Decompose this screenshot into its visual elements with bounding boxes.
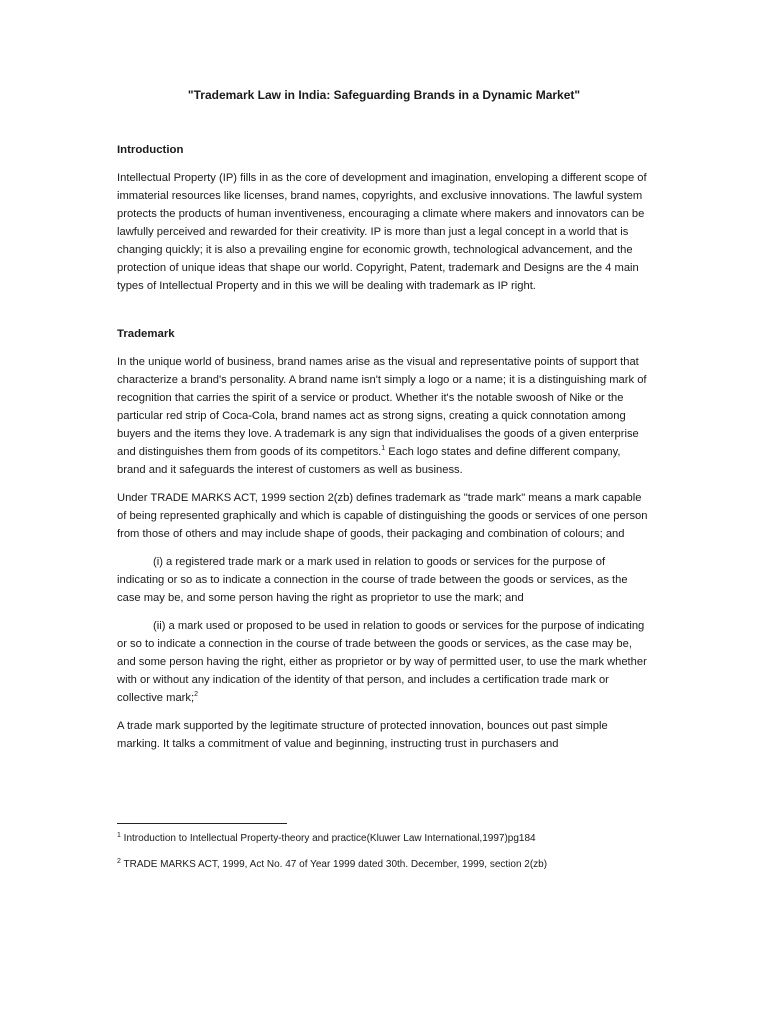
section-heading-introduction: Introduction: [117, 144, 184, 156]
trademark-paragraph-1: [117, 353, 651, 479]
footnote-text: Introduction to Intellectual Property-theory and practice(Kluwer Law International,1997)pg184: [120, 833, 536, 844]
footnotes: [117, 832, 651, 872]
footnote-separator: [117, 823, 287, 824]
paragraph-text: In the unique world of business, brand names arise as the visual and representative points of support that characterize a brand's personality. A brand name isn't simply a logo or a name; it is a distinguishing mark of recognition that carries the spirit of a service or product. Whether it's the notable swoosh of Nike or the particular red strip of Coca-Cola, brand names act as strong signs, creating a quick connotation among buyers and the items they love. A trademark is any sign that individualises the goods of a given enterprise and distinguishes them from goods of its competitors.: [117, 356, 647, 458]
trademark-paragraph-closing: A trade mark supported by the legitimate structure of protected innovation, bounces out past simple marking. It talks a commitment of value and beginning, instructing trust in purchasers and: [117, 720, 608, 750]
footnote-number: 2: [117, 858, 121, 865]
clause-text: (ii) a mark used or proposed to be used in relation to goods or services for the purpose of indicating or so to indicate a connection in the course of trade between the goods or services, as the case may be, and some person having the right, either as proprietor or by way of permitted user, to use the mark whether with or without any indication of the identity of that person, and includes a certification trade mark or collective mark;: [117, 620, 647, 704]
footnote-2: [117, 858, 651, 872]
document-body: [117, 141, 651, 753]
introduction-paragraph: Intellectual Property (IP) fills in as the core of development and imagination, enveloping a different scope of immaterial resources like licenses, brand names, copyrights, and exclusive innovations. The lawful system protects the products of human inventiveness, encouraging a climate where makers and innovators can be lawfully perceived and rewarded for their creativity. IP is more than just a legal concept in a world that is changing quickly; it is also a prevailing engine for economic growth, technological advancement, and the protection of unique ideas that shape our world. Copyright, Patent, trademark and Designs are the 4 main types of Intellectual Property and in this we will be dealing with trademark as IP right.: [117, 172, 647, 292]
footnote-number: 1: [117, 832, 121, 839]
definition-clause-i: (i) a registered trade mark or a mark used in relation to goods or services for the purpose of indicating or so as to indicate a connection in the course of trade between the goods or services, as the case may be, and some person having the right as proprietor to use the mark; and: [117, 556, 628, 604]
footnote-reference-2: 2: [194, 691, 198, 698]
trademark-definition-paragraph: Under TRADE MARKS ACT, 1999 section 2(zb) defines trademark as "trade mark" means a mark capable of being represented graphically and which is capable of distinguishing the goods or services of one person from those of others and may include shape of goods, their packaging and combination of colours; and: [117, 492, 648, 540]
footnote-1: [117, 832, 651, 846]
footnote-reference-1: 1: [381, 445, 386, 452]
document-title: "Trademark Law in India: Safeguarding Brands in a Dynamic Market": [187, 88, 581, 102]
paragraph-text-continued: Each logo states and define different company, brand and it safeguards the interest of customers as well as business.: [117, 446, 621, 476]
section-heading-trademark: Trademark: [117, 328, 175, 340]
footnote-text: TRADE MARKS ACT, 1999, Act No. 47 of Year 1999 dated 30th. December, 1999, section 2(zb): [120, 859, 548, 870]
definition-clause-ii: [117, 617, 651, 707]
